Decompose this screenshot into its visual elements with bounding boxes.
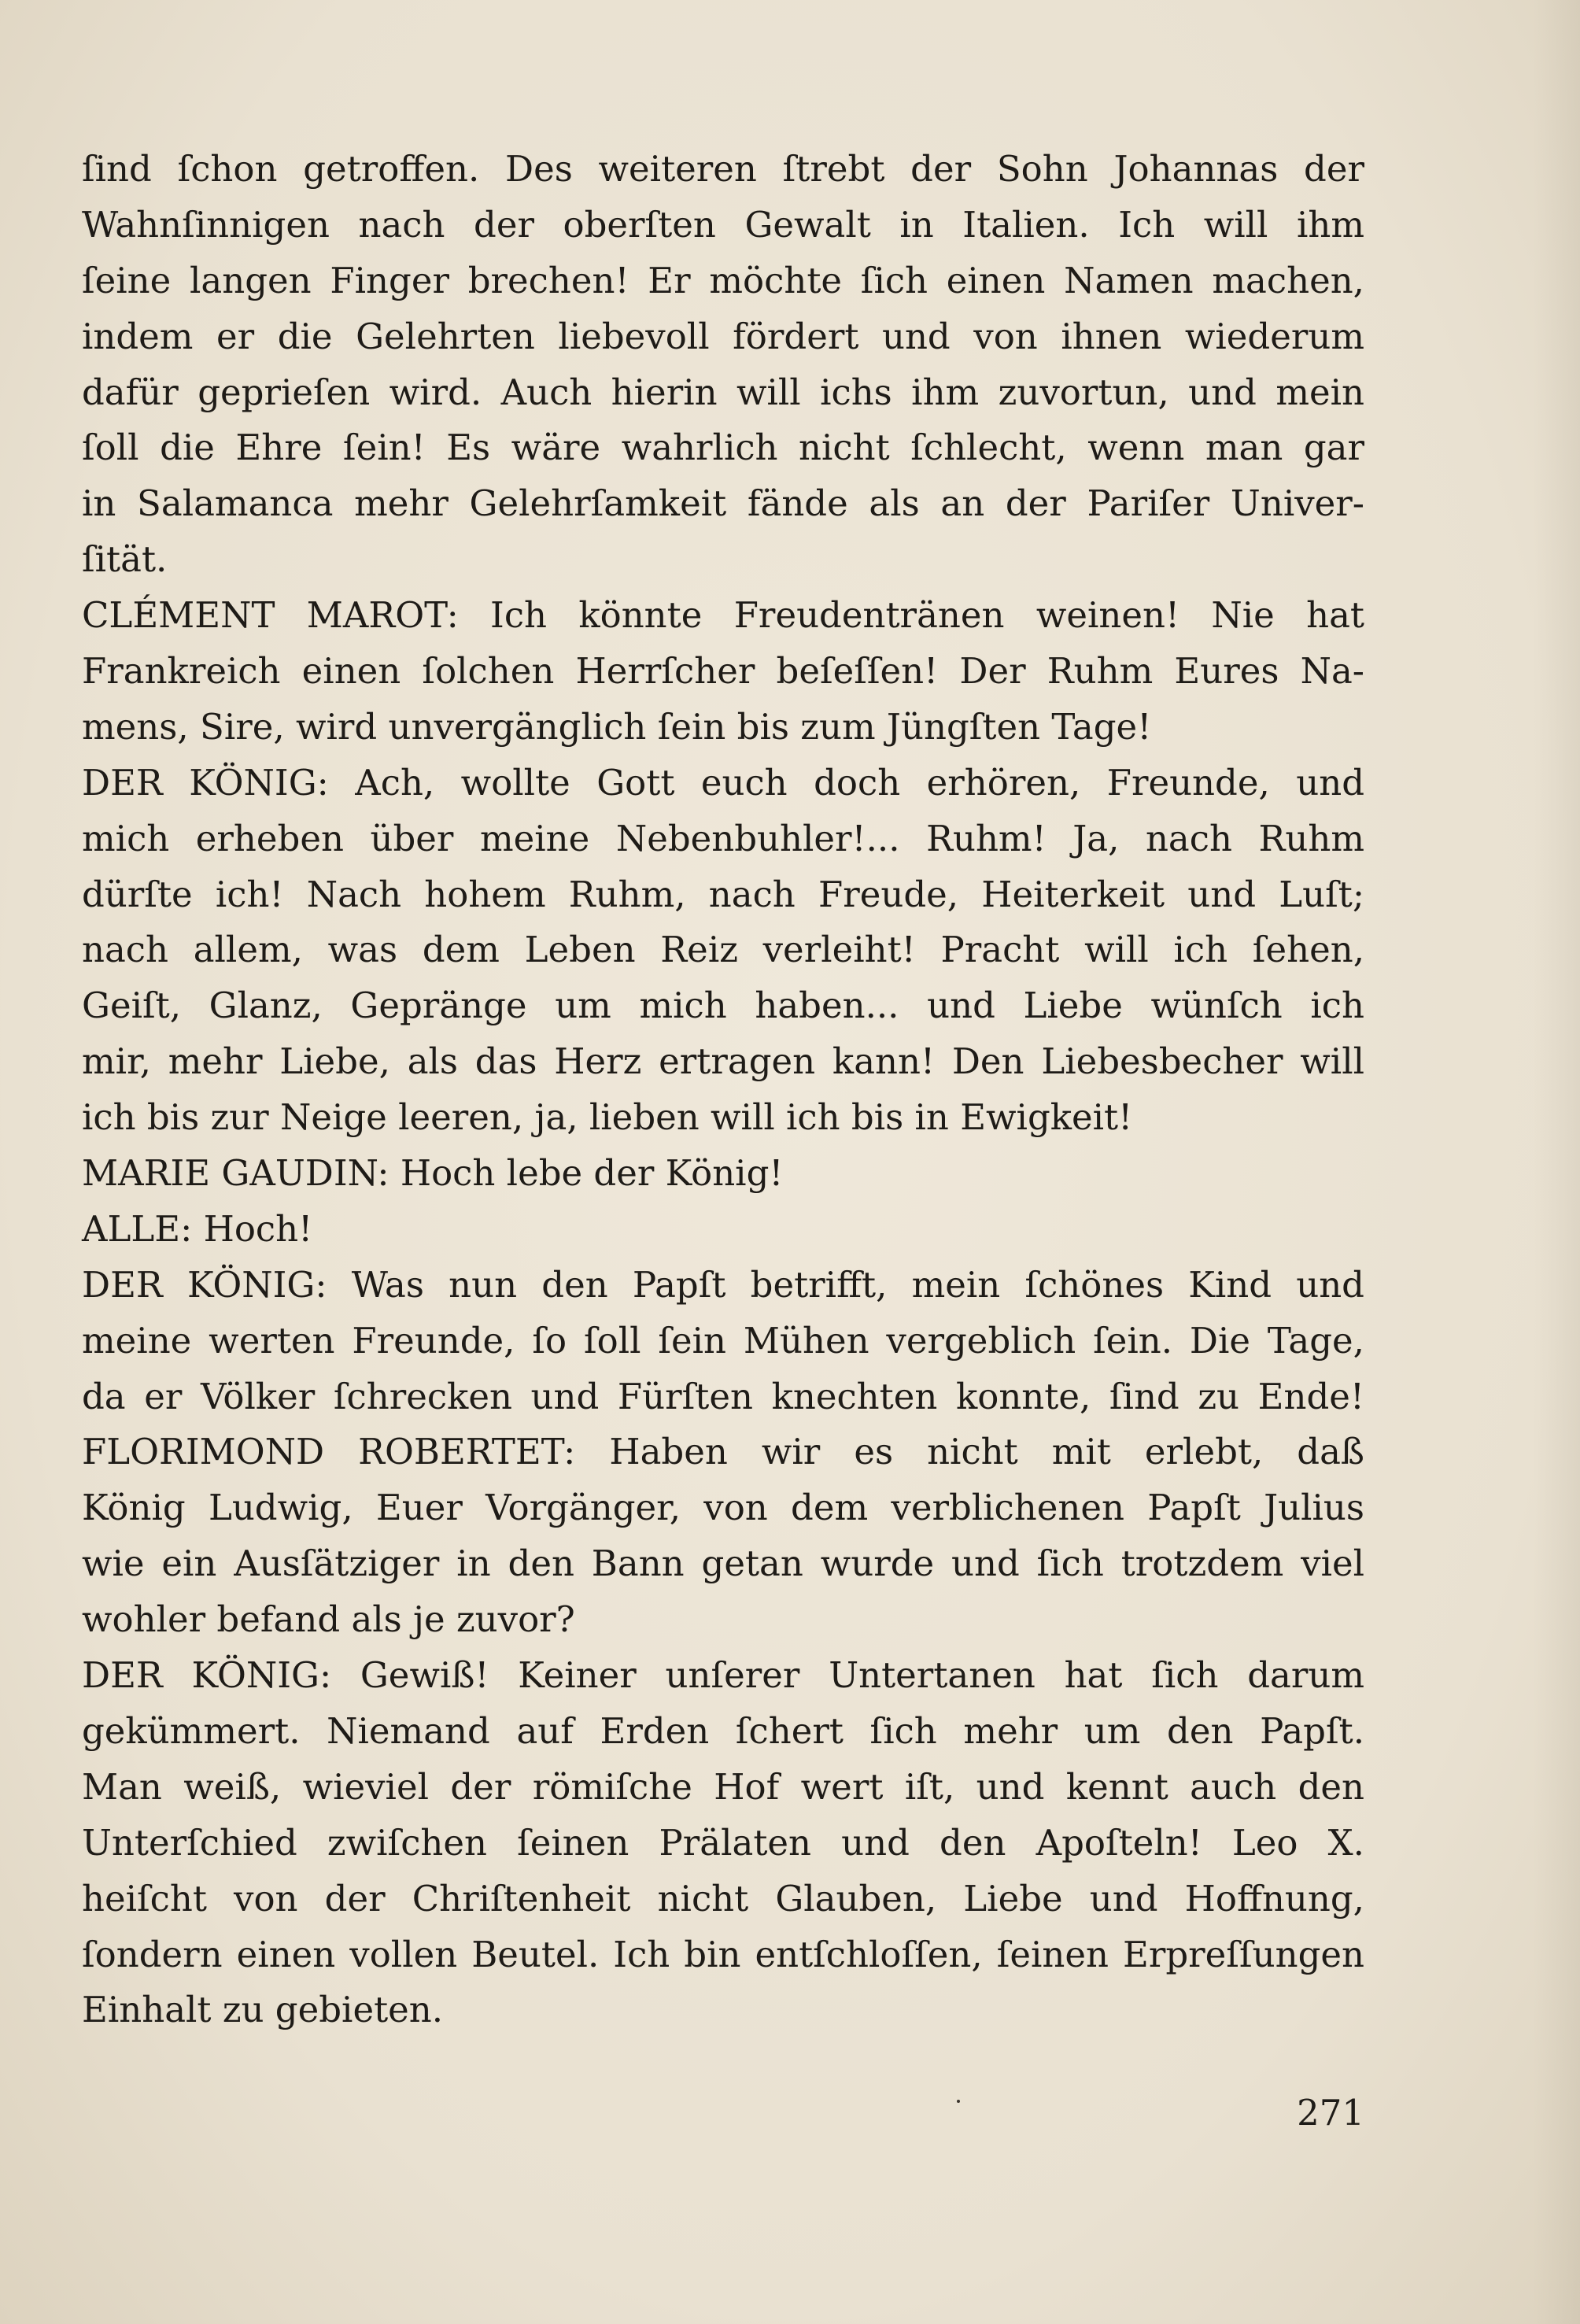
text-line: mich erheben über meine Nebenbuhler!... Ruhm! Ja, nach Ruhm [82,817,1364,859]
text-line: ſoll die Ehre ſein! Es wäre wahrlich nicht ſchlecht, wenn man gar [82,427,1364,469]
text-line: DER KÖNIG: Was nun den Papſt betrifft, mein ſchönes Kind und [82,1263,1364,1306]
text-line: meine werten Freunde, ſo ſoll ſein Mühen vergeblich ſein. Die Tage, [82,1319,1364,1362]
text-line: Einhalt zu gebieten. [82,1989,444,2031]
text-line: Geiſt, Glanz, Gepränge um mich haben... und Liebe wünſch ich [82,985,1364,1027]
text-line: Wahnſinnigen nach der oberſten Gewalt in Italien. Ich will ihm [82,203,1364,246]
text-line: Frankreich einen ſolchen Herrſcher beſeſſen! Der Ruhm Eures Na- [82,650,1364,693]
text-line: gekümmert. Niemand auf Erden ſchert ſich mehr um den Papſt. [82,1709,1364,1752]
text-line: FLORIMOND ROBERTET: Haben wir es nicht mit erlebt, daß [82,1431,1364,1473]
text-line: Unterſchied zwiſchen ſeinen Prälaten und den Apoſteln! Leo X. [82,1821,1364,1864]
text-line: ALLE: Hoch! [82,1207,313,1250]
text-line: Man weiß, wieviel der römiſche Hof wert iſt, und kennt auch den [82,1765,1364,1808]
text-line: wohler befand als je zuvor? [82,1598,575,1641]
text-line: ſeine langen Finger brechen! Er möchte ſich einen Namen machen, [82,259,1364,301]
text-line: mens, Sire, wird unvergänglich ſein bis zum Jüngſten Tage! [82,705,1152,748]
text-line: ſind ſchon getroffen. Des weiteren ſtrebt der Sohn Johannas der [82,148,1364,190]
text-line: indem er die Gelehrten liebevoll fördert und von ihnen wiederum [82,315,1364,357]
text-line: CLÉMENT MAROT: Ich könnte Freudentränen weinen! Nie hat [82,594,1364,637]
text-line: nach allem, was dem Leben Reiz verleiht! Pracht will ich ſehen, [82,929,1364,971]
text-line: DER KÖNIG: Gewiß! Keiner unſerer Untertanen hat ſich darum [82,1654,1364,1697]
text-line: MARIE GAUDIN: Hoch lebe der König! [82,1152,784,1195]
text-line: mir, mehr Liebe, als das Herz ertragen kann! Den Liebesbecher will [82,1040,1364,1083]
ink-speck [957,2100,960,2103]
text-line: ſität. [82,538,168,581]
text-line: wie ein Ausſätziger in den Bann getan wurde und ſich trotzdem viel [82,1543,1364,1585]
text-line: da er Völker ſchrecken und Fürſten knechten konnte, ſind zu Ende! [82,1375,1364,1417]
text-line: dafür geprieſen wird. Auch hierin will ichs ihm zuvortun, und mein [82,371,1364,413]
text-line: ich bis zur Neige leeren, ja, lieben will ich bis in Ewigkeit! [82,1096,1133,1139]
text-line: heiſcht von der Chriſtenheit nicht Glauben, Liebe und Hoffnung, [82,1877,1364,1919]
text-line: König Ludwig, Euer Vorgänger, von dem verblichenen Papſt Julius [82,1487,1364,1529]
page-edge-shadow [1533,0,1580,2324]
text-line: dürſte ich! Nach hohem Ruhm, nach Freude, Heiterkeit und Luſt; [82,873,1364,915]
text-line: in Salamanca mehr Gelehrſamkeit fände als an der Pariſer Univer- [82,482,1364,525]
page-number: 271 [1297,2092,1364,2134]
body-text [82,142,1364,2038]
text-line: DER KÖNIG: Ach, wollte Gott euch doch erhören, Freunde, und [82,761,1364,804]
text-line: ſondern einen vollen Beutel. Ich bin entſchloſſen, ſeinen Erpreſſungen [82,1933,1364,1975]
